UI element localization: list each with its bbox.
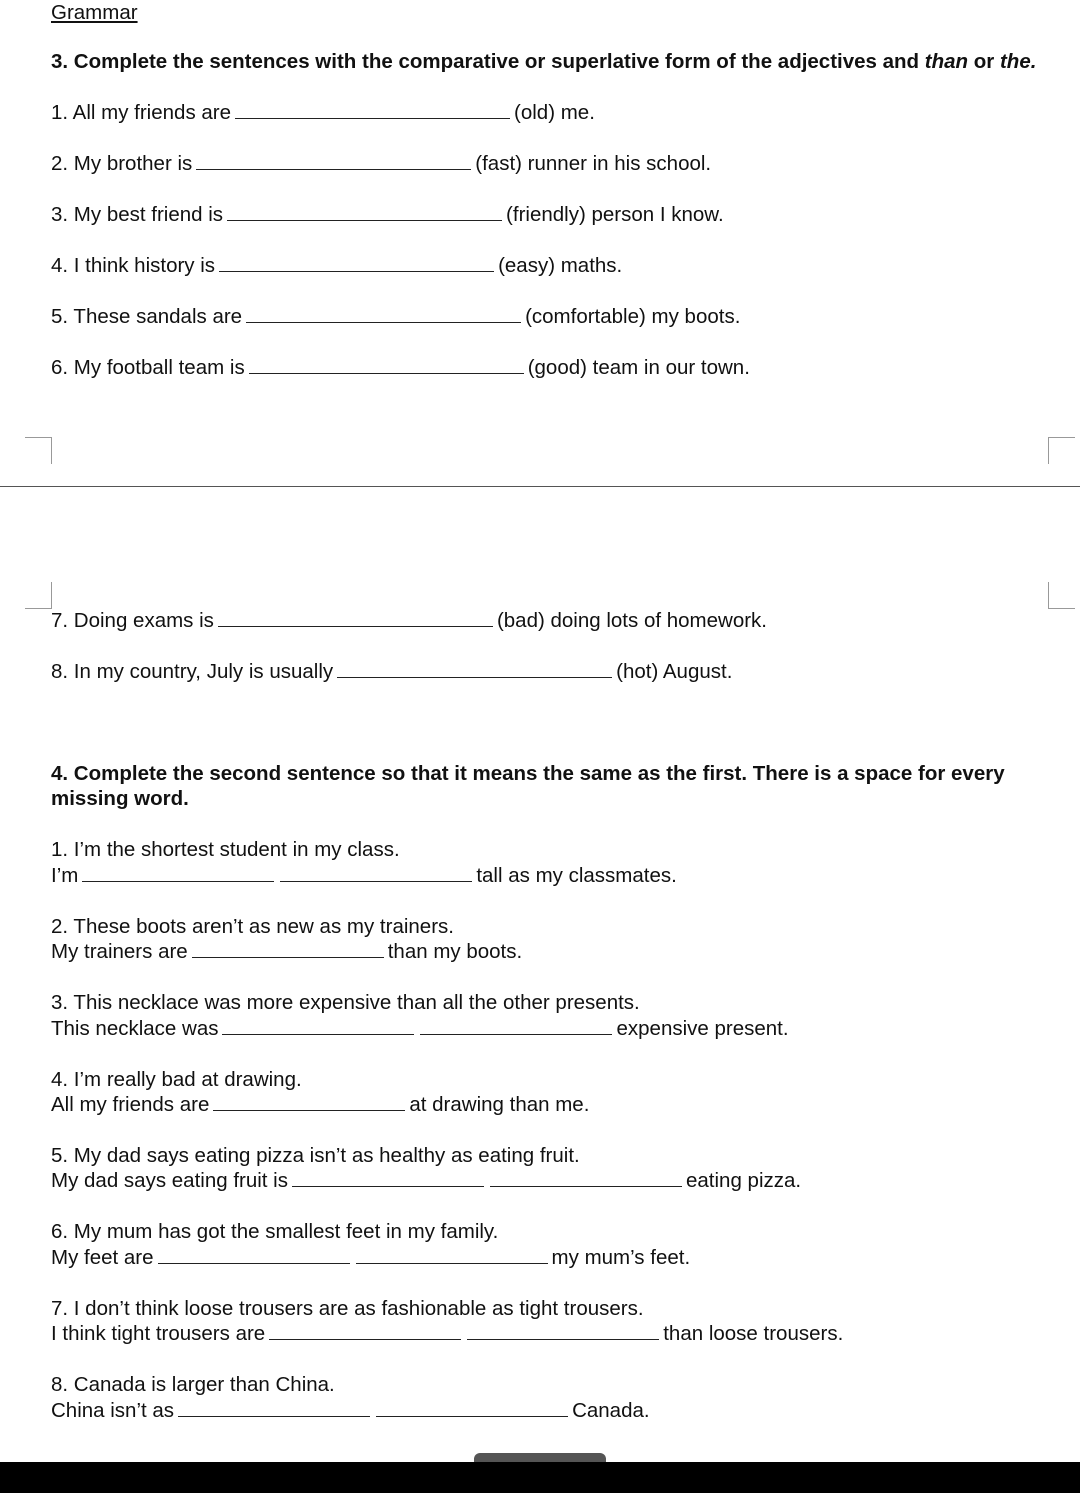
ex3-item-8-prompt: 8. In my country, July is usually: [51, 660, 334, 683]
ex4-item-8-first-sentence: 8. Canada is larger than China.: [51, 1373, 335, 1396]
ex3-item-4-blank[interactable]: [219, 253, 494, 272]
ex4-item-3-ending: expensive present.: [616, 1017, 789, 1040]
ex4-item-2-ending: than my boots.: [387, 940, 523, 963]
ex4-item-6-blank-2[interactable]: [356, 1245, 548, 1264]
ex3-item-4-prompt: 4. I think history is: [51, 254, 216, 277]
ex3-item-6: [51, 355, 750, 381]
ex4-item-4-ending: at drawing than me.: [409, 1093, 590, 1116]
ex3-item-5: [51, 304, 740, 330]
exercise-3-heading-than: than: [924, 50, 969, 73]
ex4-item-6-second-sentence: [51, 1245, 690, 1271]
ex3-item-8: [51, 659, 732, 685]
exercise-3-heading: [51, 49, 1036, 75]
ex3-item-7-prompt: 7. Doing exams is: [51, 609, 214, 632]
ex4-item-8-prompt: China isn’t as: [51, 1399, 175, 1422]
ex4-item-6-ending: my mum’s feet.: [551, 1246, 691, 1269]
ex4-item-4-blank-1[interactable]: [213, 1092, 405, 1111]
ex3-item-6-prompt: 6. My football team is: [51, 356, 245, 379]
ex4-item-5-blank-1[interactable]: [292, 1168, 484, 1187]
ex3-item-2: [51, 151, 711, 177]
exercise-3-heading-text: 3. Complete the sentences with the comparative or superlative form of the adjectives and: [51, 50, 925, 73]
ex4-item-5-second-sentence: [51, 1168, 801, 1194]
ex3-item-2-hint: (fast) runner in his school.: [475, 152, 712, 175]
ex4-item-3-blank-1[interactable]: [222, 1016, 414, 1035]
ex4-item-7-second-sentence: [51, 1321, 843, 1347]
ex3-item-1-blank[interactable]: [235, 100, 510, 119]
ex4-item-1-blank-2[interactable]: [280, 863, 472, 882]
ex4-item-4-second-sentence: [51, 1092, 589, 1118]
ex4-item-3-first-sentence: 3. This necklace was more expensive than all the other presents.: [51, 991, 640, 1014]
page-corner-mark-bottom-right: [1048, 437, 1075, 464]
exercise-4-heading-line-1: 4. Complete the second sentence so that it means the same as the first. There is a space for every: [51, 762, 1005, 785]
ex4-item-8-blank-2[interactable]: [376, 1398, 568, 1417]
ex4-item-1-prompt: I’m: [51, 864, 79, 887]
ex4-item-3-blank-2[interactable]: [420, 1016, 612, 1035]
ex4-item-7-blank-2[interactable]: [467, 1321, 659, 1340]
ex4-item-7-blank-1[interactable]: [269, 1321, 461, 1340]
ex4-item-8-second-sentence: [51, 1398, 650, 1424]
page-corner-mark-top-left: [25, 582, 52, 609]
ex3-item-3-hint: (friendly) person I know.: [506, 203, 724, 226]
ex3-item-1-prompt: 1. All my friends are: [51, 101, 232, 124]
ex4-item-5-ending: eating pizza.: [686, 1169, 802, 1192]
ex4-item-6-first-sentence: 6. My mum has got the smallest feet in my family.: [51, 1220, 499, 1243]
exercise-3-heading-or: or: [968, 50, 1000, 73]
section-title: Grammar: [51, 1, 138, 24]
ex4-item-3-prompt: This necklace was: [51, 1017, 219, 1040]
ex4-item-7-ending: than loose trousers.: [663, 1322, 844, 1345]
ex4-item-2-first-sentence: 2. These boots aren’t as new as my trainers.: [51, 915, 454, 938]
ex4-item-1-blank-1[interactable]: [82, 863, 274, 882]
exercise-3-heading-the: the.: [999, 50, 1037, 73]
ex4-item-3-second-sentence: [51, 1016, 789, 1042]
ex3-item-7: [51, 608, 767, 634]
exercise-4-heading-line-2: missing word.: [51, 787, 189, 810]
ex4-item-5-blank-2[interactable]: [490, 1168, 682, 1187]
ex3-item-8-hint: (hot) August.: [616, 660, 733, 683]
ex3-item-5-prompt: 5. These sandals are: [51, 305, 243, 328]
ex3-item-7-hint: (bad) doing lots of homework.: [496, 609, 767, 632]
ex3-item-5-hint: (comfortable) my boots.: [525, 305, 741, 328]
ex3-item-5-blank[interactable]: [246, 304, 521, 323]
ex4-item-6-blank-1[interactable]: [158, 1245, 350, 1264]
ex3-item-1-hint: (old) me.: [514, 101, 595, 124]
ex4-item-2-prompt: My trainers are: [51, 940, 188, 963]
ex4-item-2-blank-1[interactable]: [192, 939, 384, 958]
ex3-item-6-hint: (good) team in our town.: [527, 356, 750, 379]
ex4-item-8-blank-1[interactable]: [178, 1398, 370, 1417]
page-break-divider: [0, 486, 1080, 487]
bottom-bar: [0, 1462, 1080, 1493]
page-corner-mark-bottom-left: [25, 437, 52, 464]
ex4-item-5-prompt: My dad says eating fruit is: [51, 1169, 288, 1192]
ex4-item-7-prompt: I think tight trousers are: [51, 1322, 266, 1345]
ex4-item-7-first-sentence: 7. I don’t think loose trousers are as fashionable as tight trousers.: [51, 1297, 644, 1320]
ex4-item-1-second-sentence: [51, 863, 677, 889]
ex4-item-4-prompt: All my friends are: [51, 1093, 210, 1116]
ex3-item-7-blank[interactable]: [218, 608, 493, 627]
ex3-item-3-prompt: 3. My best friend is: [51, 203, 224, 226]
ex3-item-4-hint: (easy) maths.: [498, 254, 623, 277]
ex4-item-6-prompt: My feet are: [51, 1246, 154, 1269]
ex4-item-4-first-sentence: 4. I’m really bad at drawing.: [51, 1068, 302, 1091]
ex4-item-5-first-sentence: 5. My dad says eating pizza isn’t as healthy as eating fruit.: [51, 1144, 580, 1167]
ex3-item-2-prompt: 2. My brother is: [51, 152, 193, 175]
ex3-item-8-blank[interactable]: [337, 659, 612, 678]
ex4-item-8-ending: Canada.: [572, 1399, 650, 1422]
ex3-item-3: [51, 202, 724, 228]
ex3-item-6-blank[interactable]: [249, 355, 524, 374]
ex3-item-3-blank[interactable]: [227, 202, 502, 221]
ex3-item-1: [51, 100, 595, 126]
ex4-item-1-first-sentence: 1. I’m the shortest student in my class.: [51, 838, 400, 861]
ex4-item-2-second-sentence: [51, 939, 522, 965]
ex3-item-2-blank[interactable]: [196, 151, 471, 170]
ex4-item-1-ending: tall as my classmates.: [476, 864, 677, 887]
page-corner-mark-top-right: [1048, 582, 1075, 609]
ex3-item-4: [51, 253, 622, 279]
